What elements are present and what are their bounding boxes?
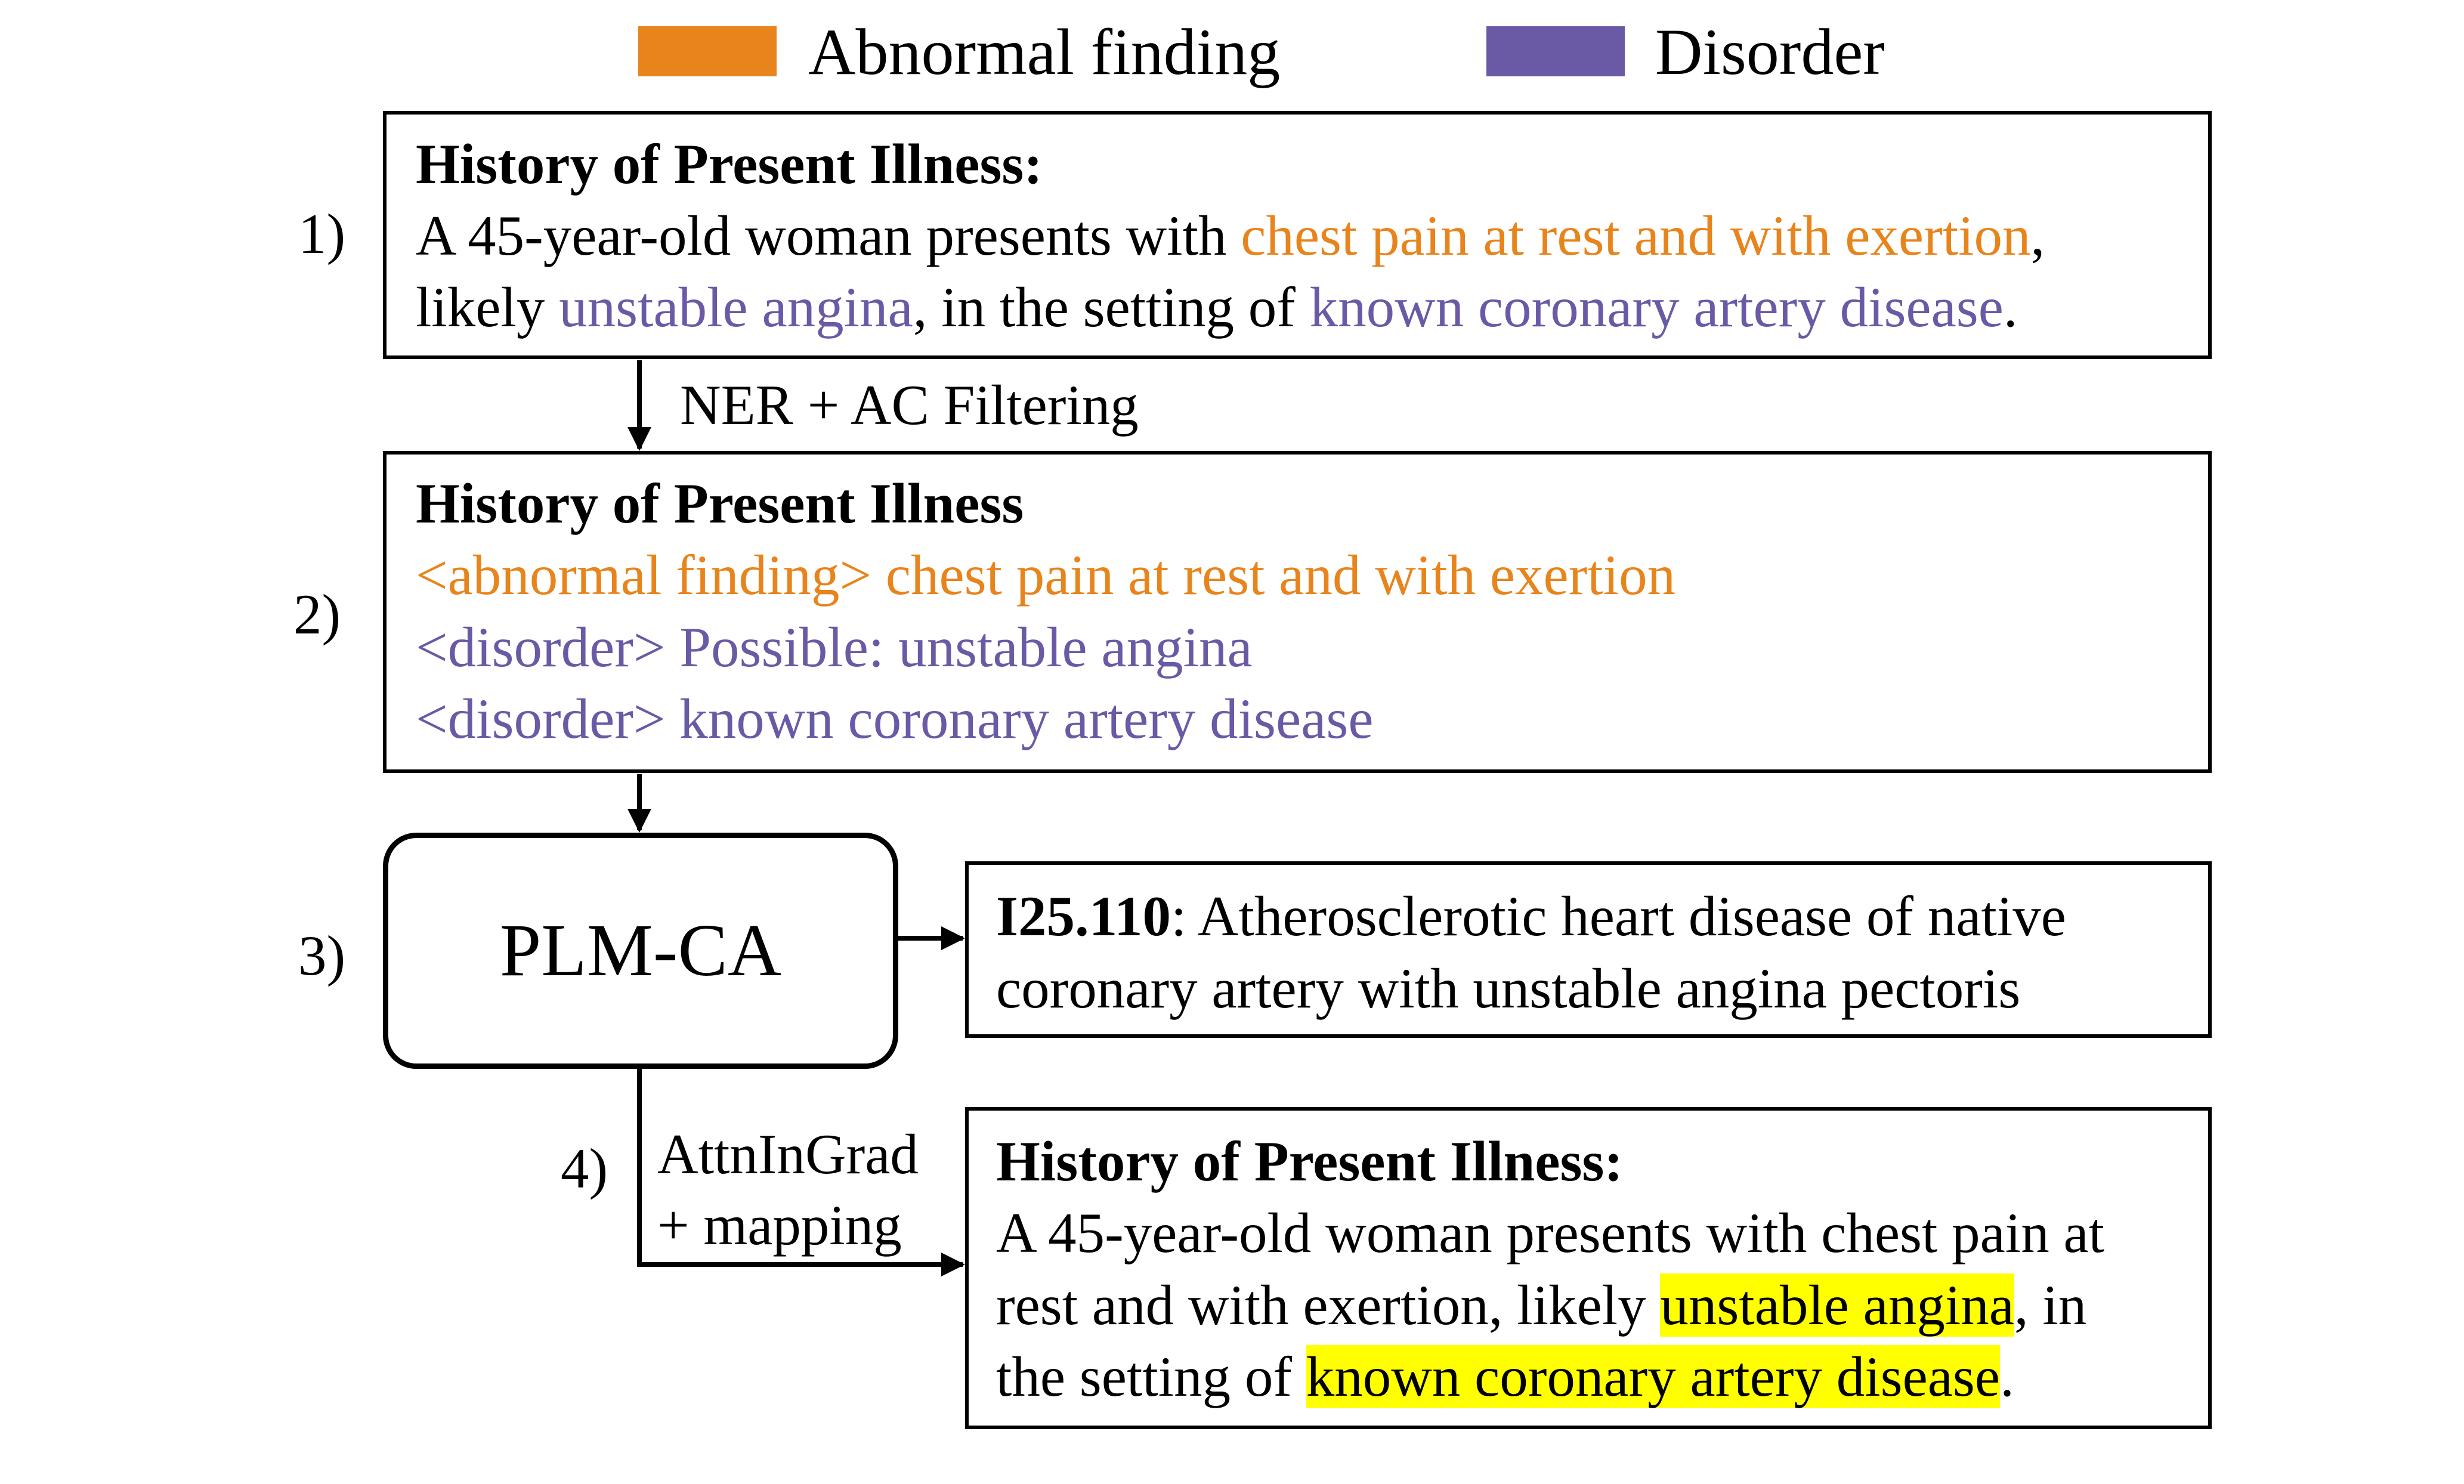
ner-ac-filtering-label: NER + AC Filtering [680,373,1139,437]
step-4-number: 4) [561,1137,608,1200]
step-1-line-2-mid: , in the setting of [913,276,1310,339]
legend-label-abnormal: Abnormal finding [808,16,1281,88]
step-1-line-2-post: . [2003,276,2018,339]
plm-ca-label: PLM-CA [499,909,782,992]
step-2-number: 2) [293,583,341,646]
step-4-line-1: A 45-year-old woman presents with chest pain at [996,1201,2105,1265]
step-2-disorder-line-1: <disorder> Possible: unstable angina [416,616,1253,679]
step-4-line-2-post: , in [2014,1273,2087,1337]
step-1-line-2-pre: likely [416,276,559,339]
step-2-abnormal-line: <abnormal finding> chest pain at rest and with exertion [416,543,1676,607]
legend-label-disorder: Disorder [1655,16,1885,88]
icd-code: I25.110 [996,885,1171,948]
step-4-line-2-pre: rest and with exertion, likely [996,1273,1661,1337]
step-1-abnormal-entity: chest pain at rest and with exertion [1241,204,2031,267]
step-4-line-3-post: . [2000,1345,2014,1408]
step-4-line-3-pre: the setting of [996,1345,1306,1408]
icd-code-desc-1: : Atherosclerotic heart disease of native [1170,885,2066,948]
step-1-number: 1) [298,202,346,265]
icd-code-line-2: coronary artery with unstable angina pectoris [996,957,2021,1020]
attningrad-label: AttnInGrad [657,1123,919,1186]
step-4-highlight-2: known coronary artery disease [1306,1345,2001,1408]
step-1-title: History of Present Illness: [416,132,1043,196]
step-1-line-1-post: , [2030,204,2045,267]
step-1-line-1-pre: A 45-year-old woman presents with [416,204,1241,267]
step-4-title: History of Present Illness: [996,1130,1624,1193]
step-4-highlight-1: unstable angina [1660,1273,2014,1337]
step-3-number: 3) [298,924,346,987]
step-2-disorder-line-2: <disorder> known coronary artery disease [416,687,1374,750]
step-1-disorder-entity-2: known coronary artery disease [1309,276,2004,339]
step-2-title: History of Present Illness [416,472,1024,535]
step-1-disorder-entity-1: unstable angina [559,276,913,339]
arrow-plm-to-explanation [639,1069,963,1265]
mapping-label: + mapping [657,1194,902,1257]
